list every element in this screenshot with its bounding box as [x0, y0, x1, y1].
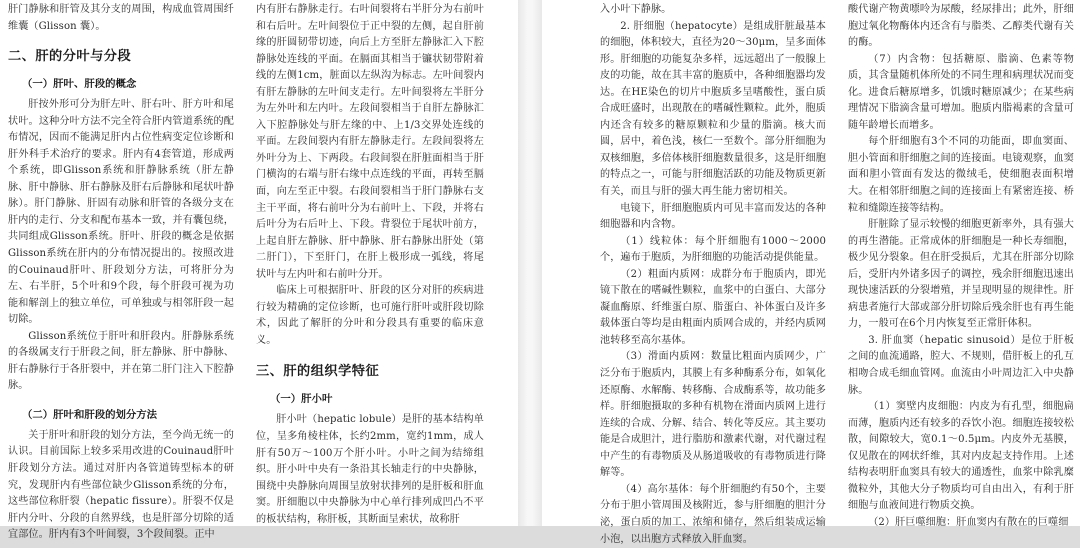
paragraph: （2）粗面内质网：成群分布于胞质内，即光镜下散在的嗜碱性颗粒，血浆中的白蛋白、大部分凝血酶原、纤维蛋白原、脂蛋白、补体蛋白及许多载体蛋白等均是由粗面内质网合成的，并经内质网池转移至高尔基体。 — [600, 268, 826, 346]
paragraph: 肝小叶（hepatic lobule）是肝的基本结构单位，呈多角棱柱体，长约2mm，宽约1mm，成人肝有50万～100万个肝小叶。小叶之间为结缔组织。肝小叶中央有一条沿其长轴走行的中央静脉，围绕中央静脉向周围呈放射状排列的是肝板和肝血窦。肝细胞以中央静脉为中心单行排列成凹凸不平的板状结构，称肝板，其断面呈索状，故称肝 — [256, 414, 484, 525]
paragraph: 酸代谢产物黄嘌呤为尿酸，经尿排出；此外，肝细胞过氧化物酶体内还含有与脂类、乙醇类代谢有关的酶。 — [848, 4, 1074, 49]
paragraph: 2. 肝细胞（hepatocyte）是组成肝脏最基本的细胞，体积较大，直径为20～30μm，呈多面体形。肝细胞的功能复杂多样，远远超出了一般腺上皮的功能，故在其丰富的胞质中，各种细胞器均发达。在HE染色的切片中胞质多呈嗜酸性，蛋白质合成旺盛时，出现散在的嗜碱性颗粒。此外，胞质内还含有较多的糖原颗粒和少量的脂滴。核大而圆，居中，着色浅，核仁一至数个。部分肝细胞为双核细胞，多倍体核肝细胞数量很多，这是肝细胞的特点之一，可能与肝细胞活跃的功能及物质更新有关，而且与肝的强大再生能力密切相关。 — [600, 20, 826, 198]
paragraph: （1）窦壁内皮细胞：内皮为有孔型，细胞扁而薄，胞质内还有较多的吞饮小泡。细胞连接较松散，间隙较大，宽0.1～0.5μm。内皮外无基膜，仅见散在的网状纤维，其对内皮起支持作用。上述结构表明肝血窦具有较大的通透性，血浆中除乳糜微粒外，其他大分子物质均可自由出入，有利于肝细胞与血液间进行物质交换。 — [848, 401, 1074, 512]
subsection-heading: （一）肝叶、肝段的概念 — [22, 78, 137, 91]
section-heading: 三、肝的组织学特征 — [256, 364, 380, 380]
paragraph: （3）滑面内质网：数量比粗面内质网少，广泛分布于胞质内，其膜上有多种酶系分布，如氧化还原酶、水解酶、转移酶、合成酶系等，故功能多样。肝细胞摄取的多种有机物在滑面内质网上进行连续的合成、分解、结合、转化等反应。其主要功能是合成胆汁，进行脂肪和激素代谢，对代谢过程中产生的有毒物质及从肠道吸收的有毒物质进行降解等。 — [600, 351, 826, 479]
paragraph: 肝门静脉和肝管及其分支的周围，构成血管周围纤维囊（Glisson 囊）。 — [8, 4, 234, 32]
paragraph: 关于肝叶和肝段的划分方法，至今尚无统一的认识。目前国际上较多采用改进的Couinaud肝叶肝段划分方法。通过对肝内各管道铸型标本的研究，发现肝内有些部位缺少Glisson系统的分布，这些部位称肝裂（hepatic fissure）。肝裂不仅是肝内分叶、分段的自然界线，也是肝部分切除的适宜部位。肝内有3个叶间裂，3个段间裂。正中 — [8, 429, 234, 541]
text-column-4 — [848, 2, 1074, 532]
subsection-heading: （一）肝小叶 — [270, 393, 333, 406]
section-heading: 二、肝的分叶与分段 — [8, 49, 132, 65]
paragraph: 3. 肝血窦（hepatic sinusoid）是位于肝板之间的血流通路，腔大、不规则，借肝板上的孔互相吻合成毛细血管网。血流由小叶周边汇入中央静脉。 — [848, 334, 1074, 396]
paragraph: 电镜下，肝细胞胞质内可见丰富而发达的各种细胞器和内含物。 — [600, 202, 826, 231]
paragraph: 肝脏除了显示较慢的细胞更新率外，具有强大的再生潜能。正常成体的肝细胞是一种长寿细胞，极少见分裂象。但在肝受损后，尤其在肝部分切除后，受肝内外诸多因子的调控，残余肝细胞迅速出现快速活跃的分裂增殖，并呈现明显的规律性。肝病患者施行大部或部分肝切除后残余肝也有再生能力，一般可在6个月内恢复至正常肝体积。 — [848, 219, 1074, 330]
book-gutter — [518, 0, 542, 526]
paragraph: 内有肝右静脉走行。右叶间裂将右半肝分为右前叶和右后叶。左叶间裂位于正中裂的左侧，起自肝前缘的肝圆韧带切迹，向后上方至肝左静脉汇入下腔静脉处连线的平面。在膈面其相当于镰状韧带附着线的左侧1cm，脏面以左纵沟为标志。左叶间裂内有肝左静脉的左叶间支走行。左叶间裂将左半肝分为左外叶和左内叶。左段间裂相当于自肝左静脉汇入下腔静脉处与肝左缘的中、上1/3交界处连线的平面。左段间裂内有肝左静脉走行。左段间裂将左外叶分为上、下两段。右段间裂在肝脏面相当于肝门横沟的右端与肝右缘中点连线的平面，再转至膈面，向左至正中裂。右段间裂相当于肝门静脉右支主干平面，将右前叶分为右前叶上、下段，并将右后叶分为右后叶上、下段。背裂位于尾状叶前方，上起自肝左静脉、肝中静脉、肝右静脉出肝处（第二肝门），下至肝门，在肝上极形成一弧线，将尾状叶与左内叶和右前叶分开。 — [256, 4, 484, 280]
paragraph: Glisson系统位于肝叶和肝段内。肝静脉系统的各级属支行于肝段之间，肝左静脉、肝中静脉、肝右静脉行于各肝裂中，并在第二肝门注入下腔静脉。 — [8, 330, 234, 392]
paragraph: （7）内含物：包括糖原、脂滴、色素等物质，其含量随机体所处的不同生理和病理状况而变化。进食后糖原增多，饥饿时糖原减少；在某些病理情况下脂滴含量可增加。胞质内脂褐素的含量可随年龄增长而增多。 — [848, 53, 1074, 131]
text-column-3 — [600, 2, 826, 548]
right-page — [542, 0, 1080, 545]
paragraph: （4）高尔基体：每个肝细胞约有50个，主要分布于胆小管周围及核附近，参与肝细胞的胆汁分泌，蛋白质的加工、浓缩和储存，然后组装成运输小泡，以出胞方式释放入肝血窦。 — [600, 483, 826, 545]
text-column-1 — [8, 2, 234, 544]
paragraph: （2）肝巨噬细胞：肝血窦内有散在的巨噬细 — [868, 516, 1069, 528]
paragraph: 临床上可根据肝叶、肝段的区分对肝的疾病进行较为精确的定位诊断，也可施行肝叶或肝段切除术，因此了解肝的分叶和分段具有重要的临床意义。 — [256, 285, 484, 346]
left-page — [0, 0, 518, 541]
paragraph: （1）线粒体：每个肝细胞有1000～2000个，遍布于胞质，为肝细胞的功能活动提供能量。 — [600, 235, 826, 264]
text-column-2 — [256, 2, 484, 528]
subsection-heading: （二）肝叶和肝段的划分方法 — [22, 408, 158, 421]
paragraph: 肝按外形可分为肝左叶、肝右叶、肝方叶和尾状叶。这种分叶方法不完全符合肝内管道系统的配布情况，因而不能满足肝内占位性病变定位诊断和肝外科手术治疗的要求。肝内有4套管道，形成两个系统，即Glisson系统和肝静脉系统（肝左静脉、肝中静脉、肝右静脉及肝右后静脉和尾状叶静脉）。肝门静脉、肝固有动脉和肝管的各级分支在肝内的走行、分支和配布基本一致，并有囊包绕，共同组成Glisson系统。肝叶、肝段的概念是依据Glisson系统在肝内的分布情况提出的。按照改进的Couinaud肝叶、肝段划分方法，可将肝分为左、右半肝，5个叶和9个段，每个肝段可视为功能和解剖上的独立单位，可单独或与相邻肝段一起切除。 — [8, 99, 234, 326]
paragraph: 每个肝细胞有3个不同的功能面，即血窦面、胆小管面和肝细胞之间的连接面。电镜观察，血窦面和胆小管面有发达的微绒毛，使细胞表面积增大。在相邻肝细胞之间的连接面上有紧密连接、桥粒和缝隙连接等结构。 — [848, 136, 1074, 214]
paragraph: 入小叶下静脉。 — [600, 4, 672, 15]
